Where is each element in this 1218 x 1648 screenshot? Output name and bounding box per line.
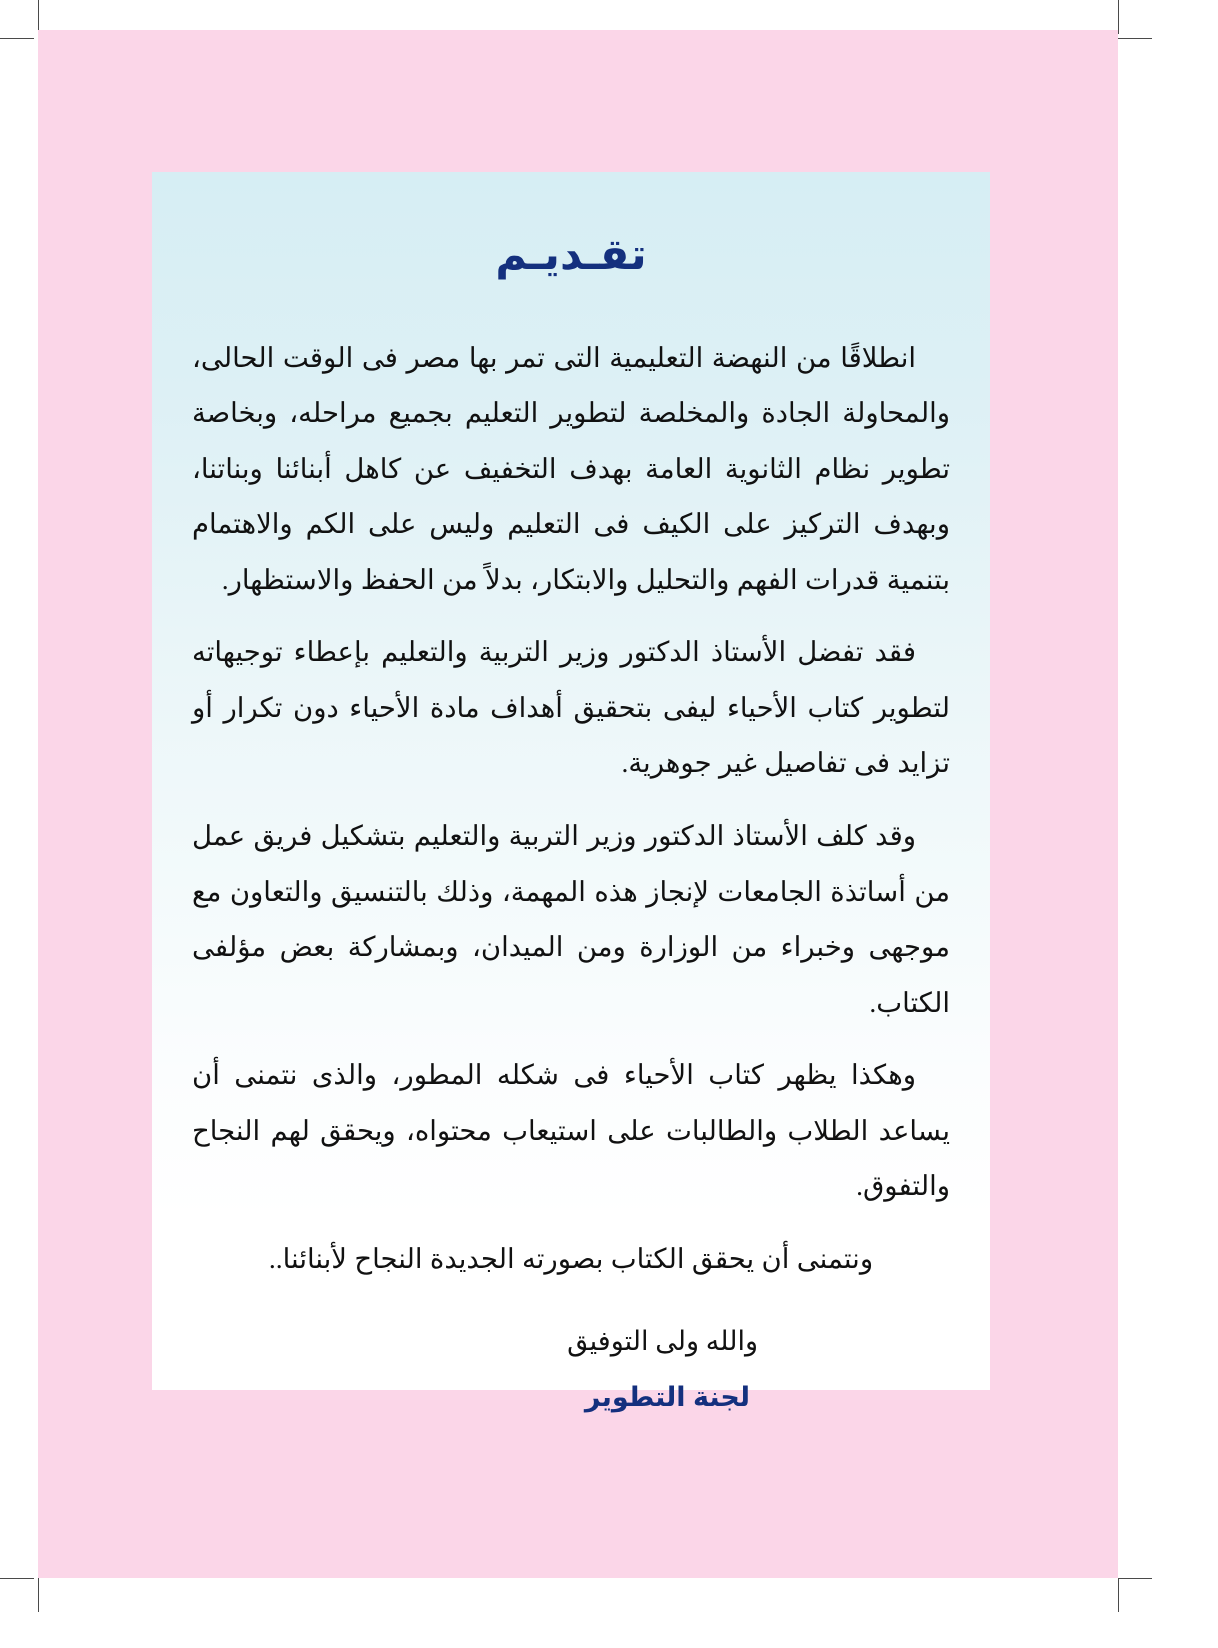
paragraph-minister-directives: فقد تفضل الأستاذ الدكتور وزير التربية والتعليم بإعطاء توجيهاته لتطوير كتاب الأحياء ليفى بتحقيق أهداف مادة الأحياء دون تكرار أو تزايد فى تفاصيل غير جوهرية. xyxy=(192,636,950,779)
crop-mark-bottom-left-vertical xyxy=(38,1578,39,1612)
crop-mark-top-left-vertical xyxy=(38,0,39,34)
paragraph-intro: انطلاقًا من النهضة التعليمية التى تمر بها مصر فى الوقت الحالى، والمحاولة الجادة والمخلصة لتطوير التعليم بجميع مراحله، وبخاصة تطوير نظام الثانوية العامة بهدف التخفيف عن كاهل أبنائنا وبناتنا، وبهدف التركيز على الكيف فى التعليم وليس على الكم والاهتمام بتنمية قدرات الفهم والتحليل والابتكار، بدلاً من الحفظ والاستظهار. xyxy=(192,341,950,595)
paragraph-team-formation: وقد كلف الأستاذ الدكتور وزير التربية والتعليم بتشكيل فريق عمل من أساتذة الجامعات لإنجاز هذه المهمة، وذلك بالتنسيق والتعاون مع موجهى وخبراء من الوزارة ومن الميدان، وبمشاركة بعض مؤلفى الكتاب. xyxy=(192,819,950,1018)
paragraph-closing-wish: ونتمنى أن يحقق الكتاب بصورته الجديدة النجاح لأبنائنا.. xyxy=(268,1242,874,1274)
crop-mark-bottom-left-horizontal xyxy=(0,1578,34,1579)
signature-committee: لجنة التطوير xyxy=(584,1381,750,1412)
crop-mark-top-right-horizontal xyxy=(1118,38,1152,39)
content-panel xyxy=(152,172,990,1412)
page-title: تقـديـم xyxy=(495,231,647,279)
crop-mark-bottom-right-vertical xyxy=(1118,1578,1119,1612)
crop-mark-top-left-horizontal xyxy=(0,38,34,39)
crop-mark-top-right-vertical xyxy=(1118,0,1119,34)
closing-block xyxy=(182,1320,960,1418)
blessing-line: والله ولى التوفيق xyxy=(567,1326,758,1357)
crop-mark-bottom-right-horizontal xyxy=(1118,1578,1152,1579)
paragraph-developed-book: وهكذا يظهر كتاب الأحياء فى شكله المطور، والذى نتمنى أن يساعد الطلاب والطالبات على استيعاب محتواه، ويحقق لهم النجاح والتفوق. xyxy=(192,1059,950,1202)
